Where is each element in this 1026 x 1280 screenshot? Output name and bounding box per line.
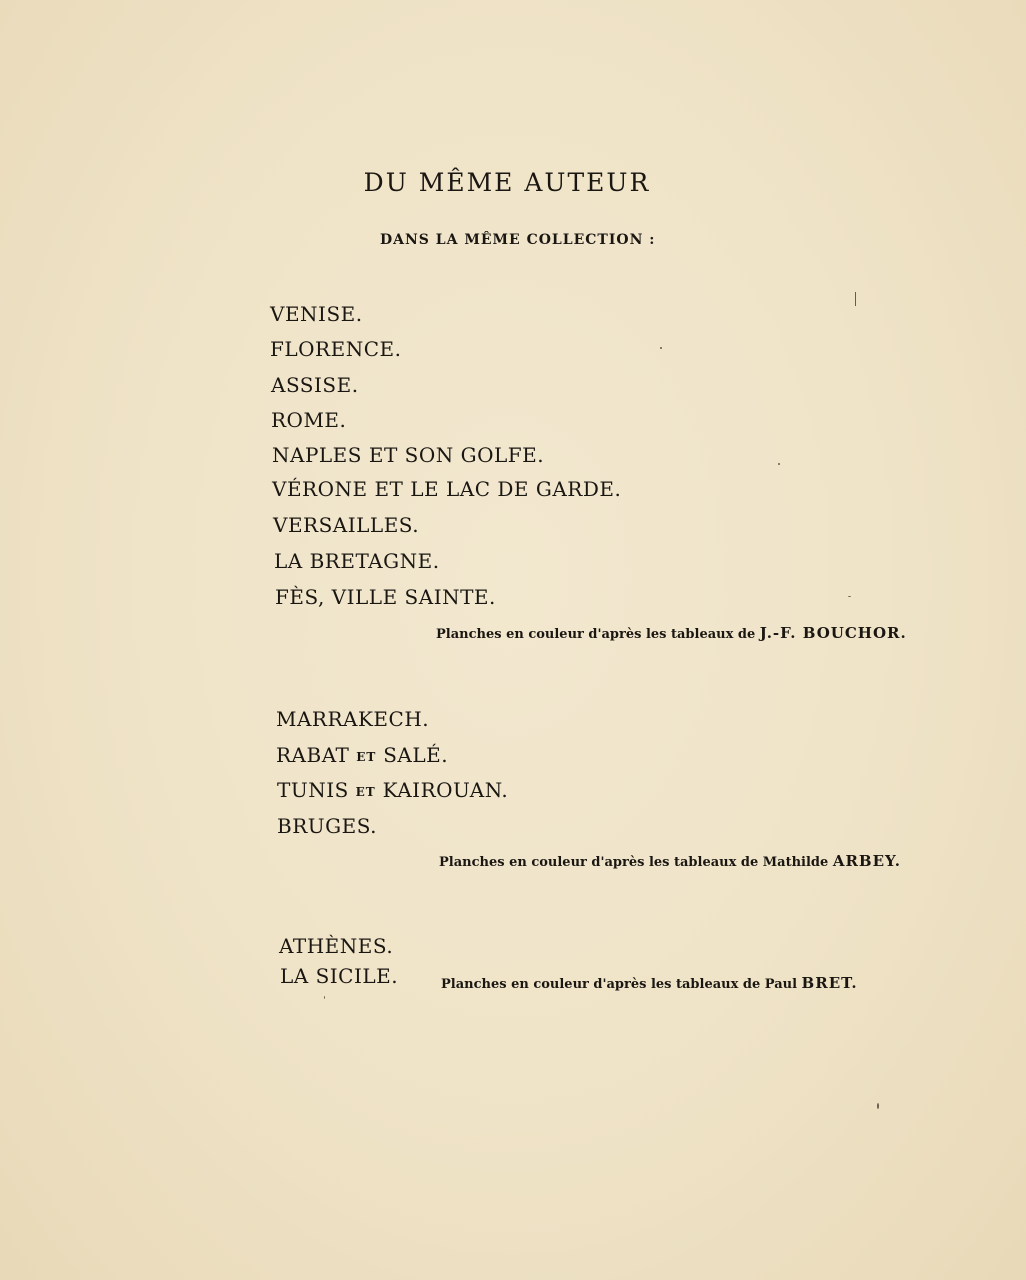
list-item: VENISE. xyxy=(270,302,363,326)
credit-prefix: Planches en couleur d'après les tableaux de Mathilde xyxy=(439,855,829,870)
paper-speck xyxy=(778,463,780,465)
list-item-text: RABAT xyxy=(276,743,350,767)
list-item-conjunction: ET xyxy=(355,785,376,799)
credit-prefix: Planches en couleur d'après les tableaux de Paul xyxy=(441,977,798,992)
list-item: LA SICILE. xyxy=(280,964,399,988)
paper-speck xyxy=(877,1103,879,1109)
list-item: VÉRONE ET LE LAC DE GARDE. xyxy=(272,477,622,501)
list-item: LA BRETAGNE. xyxy=(274,549,440,573)
list-item xyxy=(276,743,448,767)
list-item xyxy=(277,778,508,802)
paper-speck xyxy=(848,596,851,597)
list-item-text: TUNIS xyxy=(277,778,349,802)
list-item-text: MARRAKECH. xyxy=(276,707,430,731)
paper-speck xyxy=(855,292,856,306)
list-item: NAPLES ET SON GOLFE. xyxy=(272,443,545,467)
list-item: FLORENCE. xyxy=(270,337,402,361)
credit-name: ARBEY. xyxy=(832,852,902,870)
list-item xyxy=(277,814,377,838)
illustrator-credit xyxy=(439,852,901,870)
list-item: ASSISE. xyxy=(271,373,359,397)
illustrator-credit xyxy=(436,624,907,642)
credit-prefix: Planches en couleur d'après les tableaux de xyxy=(436,627,756,642)
page-title xyxy=(0,168,1026,197)
list-item: FÈS, VILLE SAINTE. xyxy=(275,585,496,609)
list-item: ATHÈNES. xyxy=(279,934,394,958)
list-item-text: SALÉ. xyxy=(383,743,449,767)
illustrator-credit xyxy=(441,974,858,992)
list-item-text: BRUGES. xyxy=(277,814,378,838)
list-item-conjunction: ET xyxy=(356,750,377,764)
paper-speck xyxy=(324,996,325,999)
list-item xyxy=(276,707,429,731)
credit-name: J.-F. BOUCHOR. xyxy=(759,624,907,642)
list-item: ROME. xyxy=(271,408,347,432)
credit-name: BRET. xyxy=(801,974,858,992)
list-item-text: KAIROUAN. xyxy=(382,778,509,802)
list-item: VERSAILLES. xyxy=(273,513,420,537)
paper-speck xyxy=(660,347,662,349)
page-subtitle: DANS LA MÊME COLLECTION : xyxy=(380,232,656,248)
page-title-text: DU MÊME AUTEUR xyxy=(363,168,651,197)
